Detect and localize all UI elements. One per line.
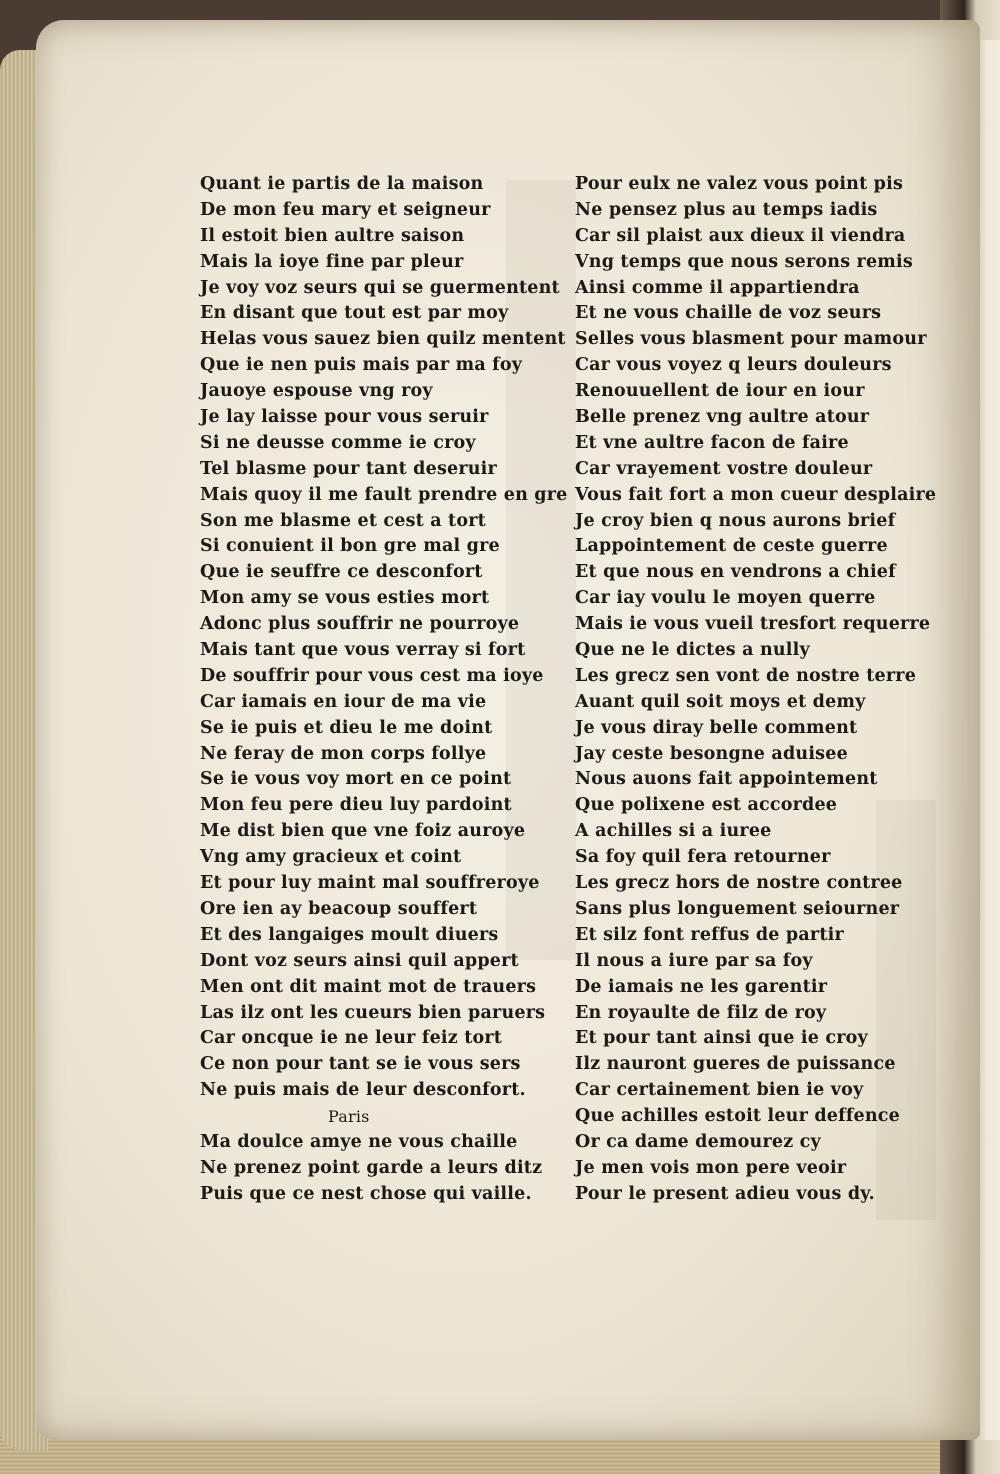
verse-line: Ne feray de mon corps follye — [200, 743, 487, 764]
verse-line: Belle prenez vng aultre atour — [575, 407, 870, 428]
verse-line: Ne prenez point garde a leurs ditz — [200, 1157, 543, 1178]
verse-line: Et silz font reffus de partir — [575, 924, 844, 945]
verse-line: Je vous diray belle comment — [575, 717, 858, 738]
verse-line: Quant ie partis de la maison — [200, 174, 484, 194]
verse-line: Renouuellent de iour en iour — [575, 381, 865, 402]
verse-line: Je voy voz seurs qui se guermentent — [200, 277, 560, 298]
verse-line: De iamais ne les garentir — [575, 976, 828, 997]
right-text-column — [575, 172, 935, 1208]
verse-line: Je lay laisse pour vous seruir — [200, 407, 489, 428]
verse-line: A achilles si a iuree — [575, 821, 772, 842]
verse-line: Ore ien ay beacoup souffert — [200, 898, 478, 919]
verse-line: Que polixene est accordee — [575, 795, 838, 816]
verse-line: Car certainement bien ie voy — [575, 1080, 864, 1101]
verse-line: Que achilles estoit leur deffence — [575, 1106, 900, 1127]
verse-line: Et pour luy maint mal souffreroye — [200, 873, 540, 894]
verse-line: Les grecz sen vont de nostre terre — [575, 665, 917, 686]
verse-line: Il estoit bien aultre saison — [200, 225, 465, 246]
verse-line: Je men vois mon pere veoir — [575, 1157, 847, 1178]
verse-line: Men ont dit maint mot de trauers — [200, 976, 537, 997]
verse-line: Pour eulx ne valez vous point pis — [575, 174, 904, 194]
speaker-rubric: Paris — [328, 1107, 370, 1127]
verse-line: Ilz nauront gueres de puissance — [575, 1054, 896, 1075]
verse-line: Sa foy quil fera retourner — [575, 847, 831, 868]
verse-line: Et des langaiges moult diuers — [200, 924, 499, 945]
verse-line: Si conuient il bon gre mal gre — [200, 536, 500, 557]
verse-line: Selles vous blasment pour mamour — [575, 329, 927, 350]
verse-line: Son me blasme et cest a tort — [200, 510, 486, 531]
verse-line: Nous auons fait appointement — [575, 769, 878, 790]
verse-line: Car vous voyez q leurs douleurs — [575, 355, 892, 376]
verse-line: Se ie vous voy mort en ce point — [200, 769, 512, 790]
verse-line: Et pour tant ainsi que ie croy — [575, 1028, 868, 1049]
verse-line: Mais la ioye fine par pleur — [200, 251, 464, 272]
verse-line: Si ne deusse comme ie croy — [200, 432, 476, 453]
verse-line: Que ie seuffre ce desconfort — [200, 562, 483, 583]
verse-line: Ma doulce amye ne vous chaille — [200, 1131, 518, 1152]
verse-line: Que ne le dictes a nully — [575, 640, 810, 661]
verse-line: En disant que tout est par moy — [200, 303, 509, 324]
verse-line: Puis que ce nest chose qui vaille. — [200, 1183, 532, 1204]
verse-line: Vng temps que nous serons remis — [575, 251, 913, 272]
verse-line: En royaulte de filz de roy — [575, 1002, 827, 1023]
verse-line: Ne puis mais de leur desconfort. — [200, 1080, 526, 1101]
verse-line: Se ie puis et dieu le me doint — [200, 717, 493, 738]
verse-line: Ce non pour tant se ie vous sers — [200, 1054, 521, 1075]
verse-line: Mais ie vous vueil tresfort requerre — [575, 614, 931, 635]
verse-line: Les grecz hors de nostre contree — [575, 873, 903, 894]
verse-line: Pour le present adieu vous dy. — [575, 1183, 875, 1204]
verse-line: Helas vous sauez bien quilz mentent — [200, 329, 566, 350]
verse-line: Las ilz ont les cueurs bien paruers — [200, 1002, 546, 1023]
verse-line: Adonc plus souffrir ne pourroye — [200, 614, 520, 635]
verse-line: Il nous a iure par sa foy — [575, 950, 813, 971]
verse-line: Mon amy se vous esties mort — [200, 588, 490, 609]
verse-line: Et vne aultre facon de faire — [575, 432, 849, 453]
verse-line: Me dist bien que vne foiz auroye — [200, 821, 526, 842]
verse-line: Mais tant que vous verray si fort — [200, 640, 526, 661]
left-text-column — [200, 172, 568, 1208]
verse-line: Tel blasme pour tant deseruir — [200, 458, 497, 479]
verse-line: Ne pensez plus au temps iadis — [575, 199, 878, 220]
verse-line: Car sil plaist aux dieux il viendra — [575, 225, 906, 246]
verse-line: Car oncque ie ne leur feiz tort — [200, 1028, 503, 1049]
verse-line: Et que nous en vendrons a chief — [575, 562, 896, 583]
verse-line: Car iay voulu le moyen querre — [575, 588, 876, 609]
verse-line: De mon feu mary et seigneur — [200, 199, 491, 220]
verse-line: Vous fait fort a mon cueur desplaire — [575, 484, 937, 505]
verse-line: Car vrayement vostre douleur — [575, 458, 873, 479]
verse-line: Mon feu pere dieu luy pardoint — [200, 795, 512, 816]
verse-line: Or ca dame demourez cy — [575, 1131, 821, 1152]
verse-line: De souffrir pour vous cest ma ioye — [200, 665, 544, 686]
verse-line: Jay ceste besongne aduisee — [575, 743, 848, 764]
verse-line: Sans plus longuement seiourner — [575, 898, 900, 919]
verse-line: Ainsi comme il appartiendra — [575, 277, 860, 298]
verse-line: Jauoye espouse vng roy — [200, 381, 433, 402]
verse-line: Je croy bien q nous aurons brief — [575, 510, 896, 531]
verse-line: Vng amy gracieux et coint — [200, 847, 462, 868]
verse-line: Lappointement de ceste guerre — [575, 536, 888, 557]
verse-line: Mais quoy il me fault prendre en gre — [200, 484, 568, 505]
verse-line: Car iamais en iour de ma vie — [200, 691, 487, 712]
verse-line: Auant quil soit moys et demy — [575, 691, 866, 712]
verse-line: Dont voz seurs ainsi quil appert — [200, 950, 519, 971]
verse-line: Que ie nen puis mais par ma foy — [200, 355, 523, 376]
verse-line: Et ne vous chaille de voz seurs — [575, 303, 882, 324]
